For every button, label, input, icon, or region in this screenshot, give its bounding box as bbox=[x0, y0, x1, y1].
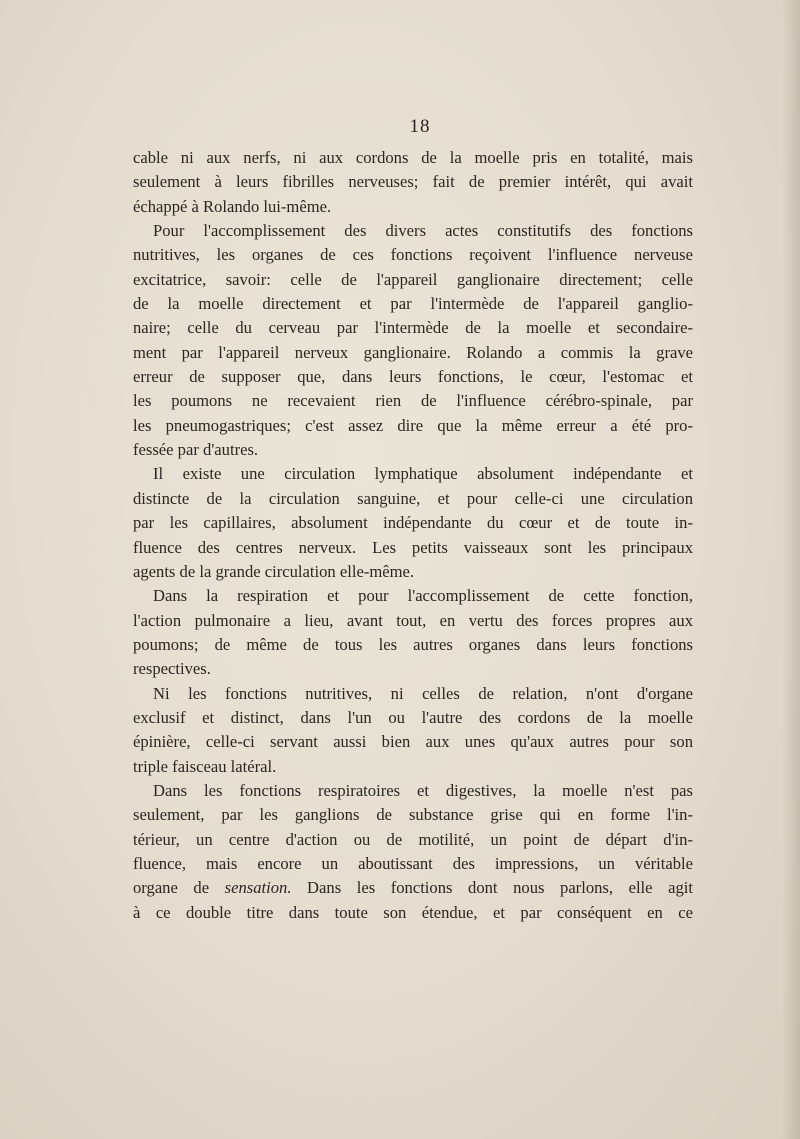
text-line: respectives. bbox=[133, 659, 211, 679]
text-line: les poumons ne recevaient rien de l'influence cérébro-spinale, par bbox=[133, 391, 693, 411]
text-line: Pour l'accomplissement des divers actes constitutifs des fonctions bbox=[153, 221, 693, 241]
text-line: seulement à leurs fibrilles nerveuses; fait de premier intérêt, qui avait bbox=[133, 172, 693, 192]
text-line: Ni les fonctions nutritives, ni celles de relation, n'ont d'organe bbox=[153, 683, 693, 703]
page-number: 18 bbox=[409, 116, 431, 137]
text-line: agents de la grande circulation elle-même. bbox=[133, 561, 415, 581]
text-line: Il existe une circulation lymphatique absolument indépendante et bbox=[153, 464, 693, 484]
text-line: poumons; de même de tous les autres organes dans leurs fonctions bbox=[133, 634, 693, 654]
text-line: térieur, un centre d'action ou de motilité, un point de départ d'in- bbox=[133, 829, 693, 849]
text-fragment: organe de bbox=[133, 878, 225, 898]
paragraph-4 bbox=[133, 584, 693, 681]
text-line: épinière, celle-ci servant aussi bien aux unes qu'aux autres pour son bbox=[133, 732, 693, 752]
page-edge-shadow bbox=[782, 0, 800, 1139]
text-line: fessée par d'autres. bbox=[133, 440, 259, 460]
text-line: nutritives, les organes de ces fonctions reçoivent l'influence nerveuse bbox=[133, 245, 693, 265]
text-line: distincte de la circulation sanguine, et pour celle-ci une circulation bbox=[133, 488, 693, 508]
text-line: de la moelle directement et par l'intermède de l'appareil ganglio- bbox=[133, 294, 693, 314]
text-line: naire; celle du cerveau par l'intermède de la moelle et secondaire- bbox=[133, 318, 693, 338]
italic-term: sensation. bbox=[224, 878, 292, 898]
text-line: seulement, par les ganglions de substance grise qui en forme l'in- bbox=[133, 805, 693, 825]
text-line: Dans la respiration et pour l'accomplissement de cette fonction, bbox=[153, 586, 693, 606]
text-line: à ce double titre dans toute son étendue, et par conséquent en ce bbox=[133, 902, 693, 922]
text-line: cable ni aux nerfs, ni aux cordons de la moelle pris en totalité, mais bbox=[133, 148, 693, 167]
paragraph-1 bbox=[133, 146, 693, 219]
text-fragment: Dans les fonctions dont nous parlons, elle agit bbox=[291, 878, 693, 898]
text-line-italic bbox=[133, 876, 693, 900]
text-line: les pneumogastriques; c'est assez dire que la même erreur a été pro- bbox=[133, 415, 693, 435]
text-line: Dans les fonctions respiratoires et digestives, la moelle n'est pas bbox=[153, 780, 693, 800]
text-line: fluence, mais encore un aboutissant des impressions, un véritable bbox=[133, 853, 693, 873]
text-line: échappé à Rolando lui-même. bbox=[133, 196, 332, 216]
text-line: erreur de supposer que, dans leurs fonctions, le cœur, l'estomac et bbox=[133, 367, 693, 387]
body-text bbox=[133, 146, 693, 925]
text-line: exclusif et distinct, dans l'un ou l'autre des cordons de la moelle bbox=[133, 707, 693, 727]
text-line: par les capillaires, absolument indépendante du cœur et de toute in- bbox=[133, 513, 693, 533]
text-line: l'action pulmonaire a lieu, avant tout, en vertu des forces propres aux bbox=[133, 610, 693, 630]
paragraph-2 bbox=[133, 219, 693, 462]
paragraph-6 bbox=[133, 779, 693, 925]
paragraph-5 bbox=[133, 682, 693, 779]
text-line: fluence des centres nerveux. Les petits vaisseaux sont les principaux bbox=[133, 537, 693, 557]
text-line: excitatrice, savoir: celle de l'appareil ganglionaire directement; celle bbox=[133, 269, 693, 289]
text-line: triple faisceau latéral. bbox=[133, 756, 277, 776]
text-line: ment par l'appareil nerveux ganglionaire. Rolando a commis la grave bbox=[133, 342, 693, 362]
paragraph-3 bbox=[133, 462, 693, 584]
